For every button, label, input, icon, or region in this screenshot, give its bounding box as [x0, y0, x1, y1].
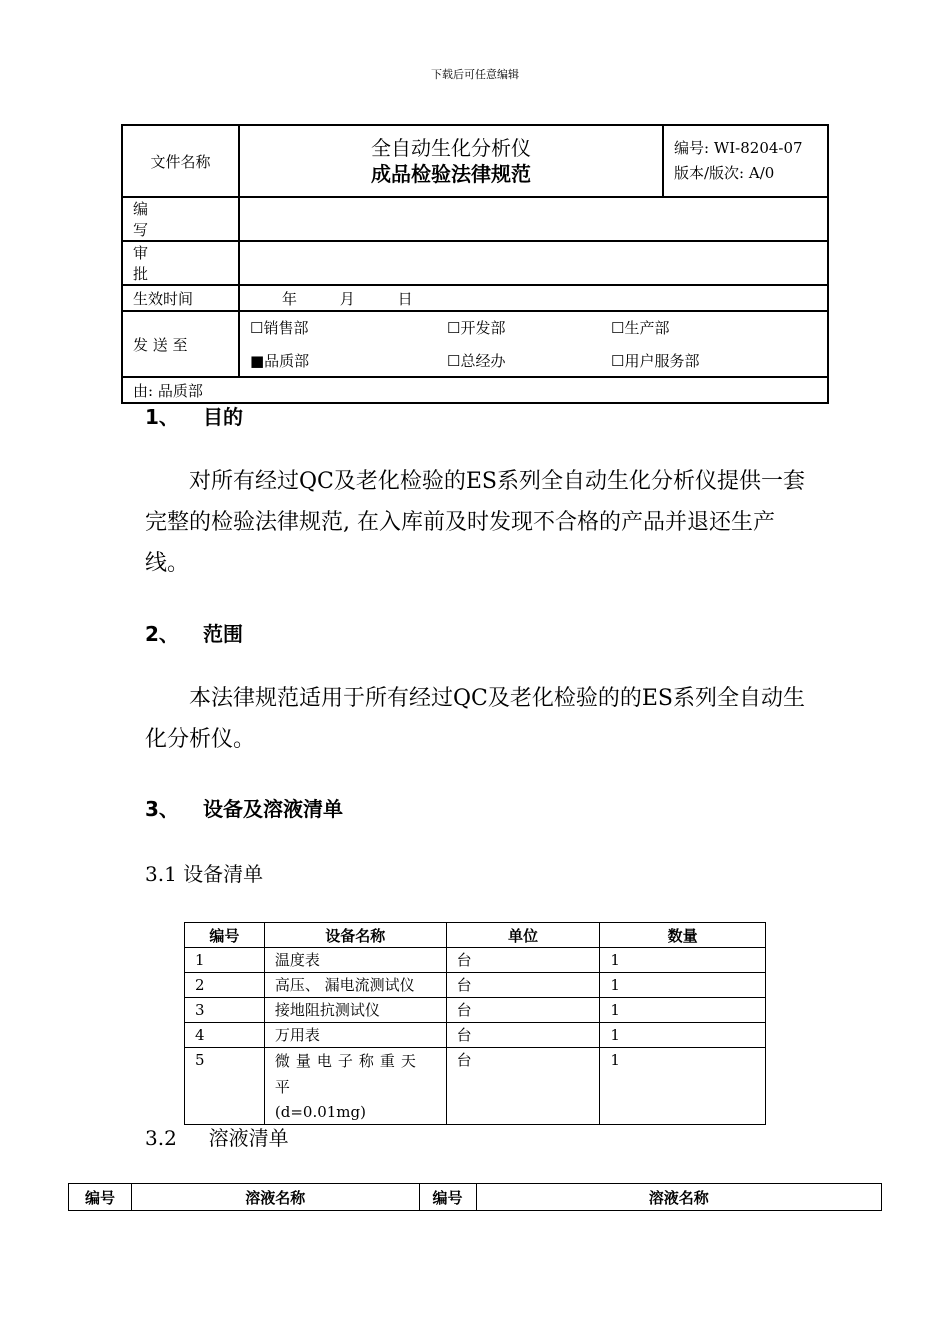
cell-id: 5 — [185, 1048, 265, 1125]
section-2-title: 范围 — [203, 622, 243, 646]
send-to-options — [239, 311, 828, 377]
send-option-quality[interactable]: ■品质部 — [250, 352, 310, 370]
solution-header-name-1: 溶液名称 — [131, 1184, 419, 1211]
date-month: 月 — [339, 289, 355, 308]
section-3-1-title: 3.1 设备清单 — [145, 862, 264, 886]
document-code: 编号: WI-8204-07 — [674, 139, 803, 157]
cell-unit: 台 — [446, 1048, 600, 1125]
cell-id: 3 — [185, 998, 265, 1023]
cell-name: 万用表 — [264, 1023, 446, 1048]
solution-table — [68, 1183, 882, 1211]
cell-id: 2 — [185, 973, 265, 998]
solution-header-name-2: 溶液名称 — [476, 1184, 882, 1211]
table-row — [185, 1048, 766, 1125]
document-info-table — [121, 124, 829, 404]
title-line-2: 成品检验法律规范 — [371, 162, 531, 186]
table-row — [185, 998, 766, 1023]
effective-date-label: 生效时间 — [122, 285, 239, 311]
cell-name-line-2: (d=0.01mg) — [274, 1103, 366, 1121]
cell-unit: 台 — [446, 998, 600, 1023]
cell-name-line-1: 微量电子称重天平 — [274, 1052, 422, 1096]
solution-header-id-1: 编号 — [69, 1184, 132, 1211]
section-1-heading — [145, 401, 243, 430]
cell-unit: 台 — [446, 1023, 600, 1048]
page-header: 下载后可任意编辑 — [431, 68, 519, 81]
send-option-general-office[interactable]: ☐总经办 — [447, 352, 506, 370]
cell-qty: 1 — [600, 1023, 766, 1048]
date-day: 日 — [397, 289, 413, 308]
cell-qty: 1 — [600, 948, 766, 973]
section-3-title: 设备及溶液清单 — [203, 797, 343, 821]
section-3-2-title: 3.2 溶液清单 — [145, 1126, 289, 1150]
cell-unit: 台 — [446, 948, 600, 973]
equipment-header-qty: 数量 — [600, 923, 766, 948]
document-code-cell — [663, 125, 828, 197]
table-row — [185, 948, 766, 973]
date-year: 年 — [282, 289, 298, 308]
from-department: 由: 品质部 — [122, 377, 828, 403]
send-option-customer-service[interactable]: ☐用户服务部 — [611, 352, 700, 370]
section-1-title: 目的 — [203, 405, 243, 429]
file-name-label: 文件名称 — [122, 125, 239, 197]
document-title — [239, 125, 663, 197]
send-to-label: 发 送 至 — [122, 311, 239, 377]
cell-id: 4 — [185, 1023, 265, 1048]
cell-name — [264, 1048, 446, 1125]
cell-qty: 1 — [600, 998, 766, 1023]
author-label: 编 写 — [122, 197, 239, 241]
section-2-heading — [145, 618, 243, 647]
section-2-number: 2、 — [145, 622, 179, 646]
equipment-header-id: 编号 — [185, 923, 265, 948]
section-3-heading — [145, 793, 343, 822]
table-row — [185, 973, 766, 998]
approver-value — [239, 241, 828, 285]
title-line-1: 全自动生化分析仪 — [371, 136, 531, 160]
approver-label: 审 批 — [122, 241, 239, 285]
equipment-table — [184, 922, 766, 1125]
send-option-production[interactable]: ☐生产部 — [611, 319, 670, 337]
section-1-text: 对所有经过QC及老化检验的ES系列全自动生化分析仪提供一套完整的检验法律规范, 在入库前及时发现不合格的产品并退还生产线。 — [145, 469, 806, 576]
cell-name: 温度表 — [264, 948, 446, 973]
send-option-sales[interactable]: ☐销售部 — [250, 319, 309, 337]
section-2-text: 本法律规范适用于所有经过QC及老化检验的的ES系列全自动生化分析仪。 — [145, 686, 806, 752]
section-1-number: 1、 — [145, 405, 179, 429]
document-version: 版本/版次: A/0 — [674, 164, 775, 182]
table-row — [185, 1023, 766, 1048]
cell-id: 1 — [185, 948, 265, 973]
effective-date-value — [239, 285, 828, 311]
cell-qty: 1 — [600, 973, 766, 998]
send-option-development[interactable]: ☐开发部 — [447, 319, 506, 337]
section-3-number: 3、 — [145, 797, 179, 821]
cell-name: 接地阻抗测试仪 — [264, 998, 446, 1023]
cell-unit: 台 — [446, 973, 600, 998]
solution-header-id-2: 编号 — [419, 1184, 476, 1211]
author-value — [239, 197, 828, 241]
cell-qty: 1 — [600, 1048, 766, 1125]
equipment-header-name: 设备名称 — [264, 923, 446, 948]
equipment-header-unit: 单位 — [446, 923, 600, 948]
cell-name: 高压、 漏电流测试仪 — [264, 973, 446, 998]
